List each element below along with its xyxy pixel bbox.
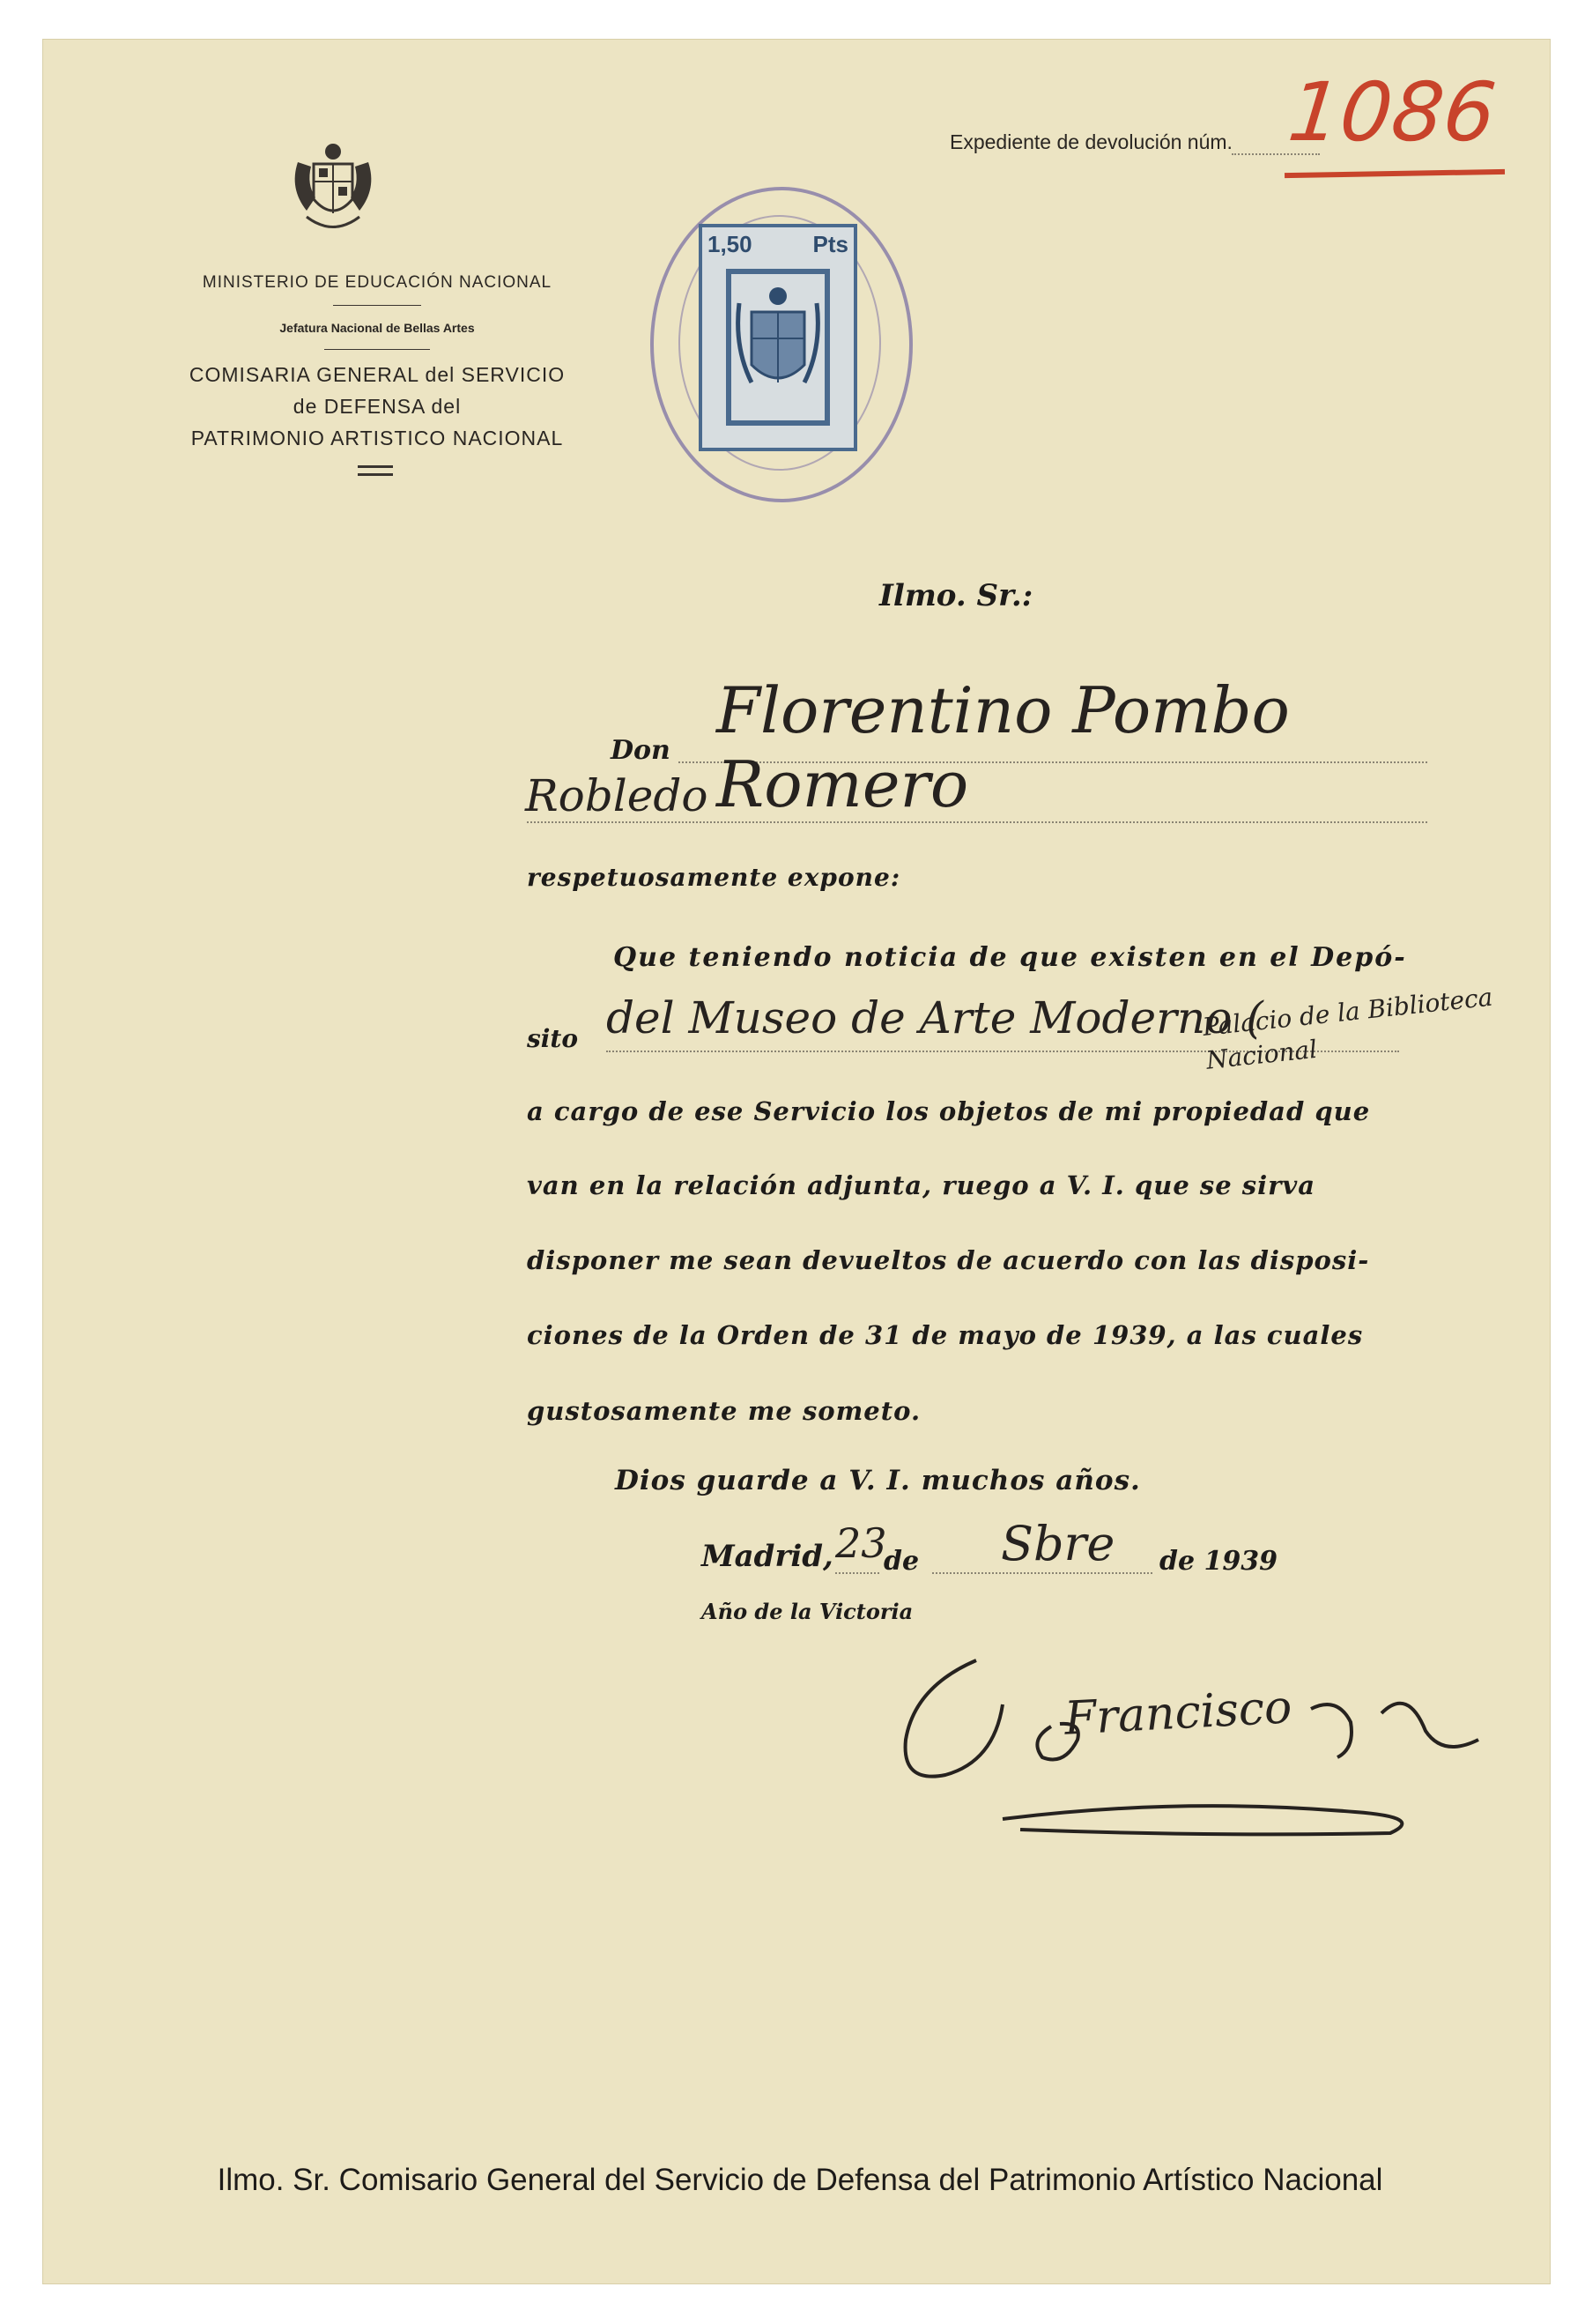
- file-number-value: 1086: [1284, 65, 1500, 160]
- body-line-4: van en la relación adjunta, ruego a V. I. que se sirva: [527, 1170, 1316, 1200]
- body-line-5: disponer me sean devueltos de acuerdo con las disposi-: [527, 1245, 1370, 1275]
- date-day: 23: [835, 1519, 887, 1567]
- date-month-dots: [932, 1572, 1152, 1574]
- sito-label: sito: [527, 1024, 579, 1053]
- signature-scribble: [862, 1625, 1566, 1872]
- stamp-value: 1,50: [707, 231, 752, 257]
- fiscal-stamp: [699, 224, 857, 451]
- file-number-underline: [1285, 169, 1505, 178]
- applicant-name-line-2: Robledo: [525, 770, 708, 821]
- name-line-2-dots: [527, 821, 1427, 823]
- body-line-3: a cargo de ese Servicio los objetos de mi propiedad que: [527, 1096, 1371, 1126]
- don-label: Don: [611, 735, 670, 766]
- salutation: Ilmo. Sr.:: [879, 578, 1033, 613]
- commission-line-1: COMISARIA GENERAL del SERVICIO: [189, 363, 566, 386]
- date-month: Sbre: [1001, 1516, 1115, 1571]
- year-motto: Año de la Victoria: [701, 1599, 914, 1624]
- date-day-dots: [835, 1572, 879, 1574]
- document-sheet: [42, 39, 1551, 2284]
- date-year: de 1939: [1159, 1546, 1278, 1577]
- stamp-currency: Pts: [812, 231, 848, 257]
- body-line-7: gustosamente me someto.: [527, 1396, 922, 1426]
- commission-line-2: de DEFENSA del: [293, 395, 462, 418]
- body-line-6: ciones de la Orden de 31 de mayo de 1939, a las cuales: [527, 1320, 1364, 1350]
- ministry-name: MINISTERIO DE EDUCACIÓN NACIONAL: [202, 273, 552, 292]
- date-city: Madrid,: [701, 1539, 833, 1574]
- double-rule: [358, 465, 393, 476]
- file-number-label: Expediente de devolución núm.: [950, 130, 1233, 153]
- deposit-note: Palacio de la Biblioteca Nacional: [1201, 982, 1494, 1075]
- signature-text: Francisco: [1063, 1681, 1293, 1746]
- body-line-1: Que teniendo noticia de que existen en el Depó-: [613, 942, 1407, 973]
- closing-formula: Dios guarde a V. I. muchos años.: [615, 1465, 1141, 1496]
- stamp-arms-icon: [725, 268, 831, 427]
- date-de: de: [884, 1546, 920, 1577]
- intro-text: respetuosamente expone:: [527, 863, 901, 892]
- deposit-handwritten: del Museo de Arte Moderno (: [606, 992, 1263, 1043]
- applicant-name: Florentino Pombo Romero: [716, 673, 1290, 821]
- commission-line-3: PATRIMONIO ARTISTICO NACIONAL: [190, 427, 564, 449]
- divider: [324, 349, 430, 350]
- department-name: Jefatura Nacional de Bellas Artes: [279, 321, 475, 335]
- divider: [333, 305, 421, 306]
- footer-addressee: Ilmo. Sr. Comisario General del Servicio de Defensa del Patrimonio Artístico Nacional: [217, 2163, 1383, 2197]
- coat-of-arms-icon: [280, 136, 386, 241]
